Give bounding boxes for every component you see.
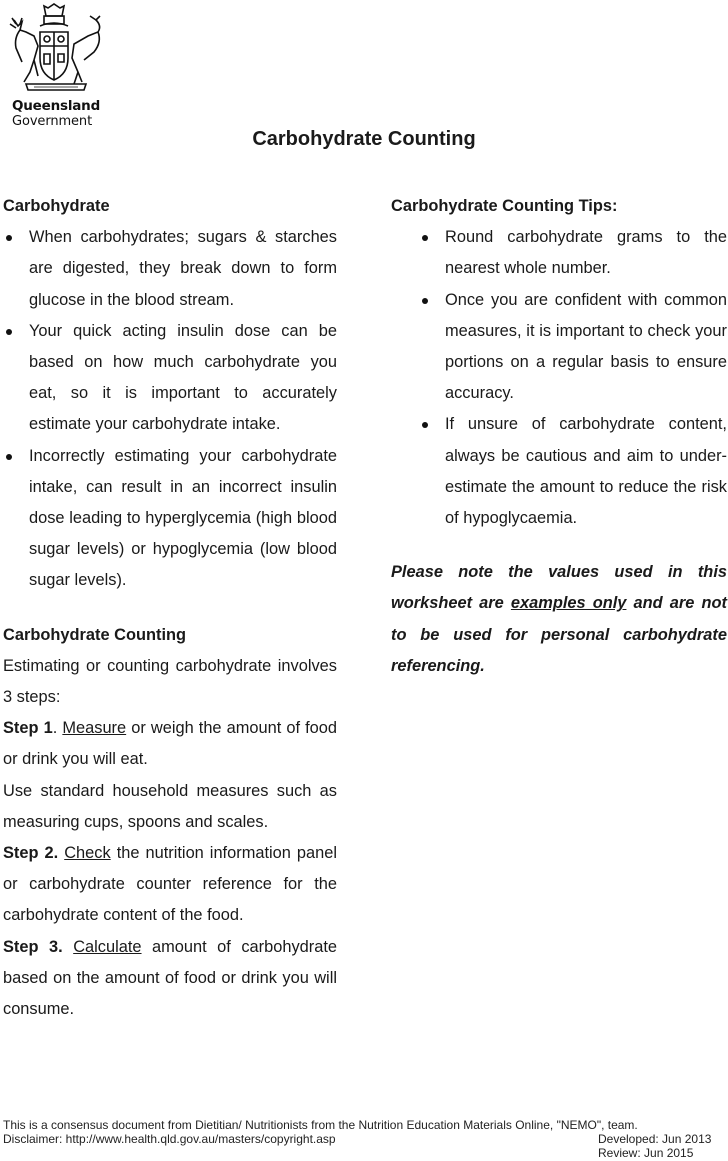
note-text-before: Please note the values used in this worksheet are: [391, 563, 727, 613]
step-2: [3, 838, 337, 932]
disclaimer-note: [391, 557, 727, 682]
tip-item: Round carbohydrate grams to the nearest whole number.: [391, 222, 727, 284]
logo-line-government: Government: [12, 114, 93, 129]
step-1-sep: .: [52, 719, 63, 738]
note-underlined: examples only: [510, 594, 627, 613]
footer-review: Review: Jun 2015: [598, 1146, 694, 1160]
section-heading-tips: Carbohydrate Counting Tips:: [391, 197, 618, 215]
section-heading-carbohydrate-counting: Carbohydrate Counting: [3, 625, 187, 644]
step-1-extra: Use standard household measures such as measuring cups, spoons and scales.: [3, 781, 337, 831]
left-column: [3, 191, 337, 1025]
step-3-label: Step 3.: [3, 937, 63, 956]
section-heading-carbohydrate: Carbohydrate: [3, 197, 110, 215]
step-1-label: Step 1: [3, 719, 53, 738]
step-1: [3, 713, 337, 775]
bullet-item: Your quick acting insulin dose can be based on how much carbohydrate you eat, so it is important to accurately estimate your carbohydrate intake.: [3, 316, 337, 441]
step-3: [3, 932, 337, 1026]
footer-disclaimer: Disclaimer: http://www.health.qld.gov.au/masters/copyright.asp: [3, 1132, 336, 1146]
footer: [3, 1118, 725, 1160]
document-title: Carbohydrate Counting: [252, 128, 476, 150]
note-text-after: and are not to be used for personal carbohydrate referencing.: [391, 594, 727, 675]
tip-item: Once you are confident with common measures, it is important to check your portions on a regular basis to ensure accuracy.: [391, 285, 727, 410]
step-3-text: amount of carbohydrate based on the amount of food or drink you will consume.: [3, 937, 337, 1019]
step-1-text: or weigh the amount of food or drink you will eat.: [3, 719, 338, 769]
bullet-item: Incorrectly estimating your carbohydrate intake, can result in an incorrect insulin dose leading to hyperglycemia (high blood sugar levels) or hypoglycemia (low blood sugar levels).: [3, 441, 337, 597]
tip-item: If unsure of carbohydrate content, always be cautious and aim to under-estimate the amount to reduce the risk of hypoglycaemia.: [391, 409, 727, 534]
bullet-item: When carbohydrates; sugars & starches are digested, they break down to form glucose in the blood stream.: [3, 222, 337, 316]
logo-line-queensland: Queensland: [12, 98, 101, 114]
right-column: [391, 191, 727, 682]
footer-developed: Developed: Jun 2013: [598, 1132, 712, 1146]
queensland-government-logo: [4, 2, 116, 130]
step-2-keyword: Check: [64, 844, 111, 863]
step-2-label: Step 2.: [3, 844, 59, 863]
coat-of-arms-icon: [4, 2, 108, 94]
step-3-keyword: Calculate: [73, 937, 142, 956]
step-1-keyword: Measure: [62, 719, 127, 738]
footer-consensus-line: This is a consensus document from Dietitian/ Nutritionists from the Nutrition Education Materials Online, "NEMO", team.: [3, 1118, 638, 1132]
intro-paragraph: Estimating or counting carbohydrate involves 3 steps:: [3, 656, 337, 707]
step-2-text: the nutrition information panel or carbohydrate counter reference for the carbohydrate content of the food.: [3, 844, 337, 925]
